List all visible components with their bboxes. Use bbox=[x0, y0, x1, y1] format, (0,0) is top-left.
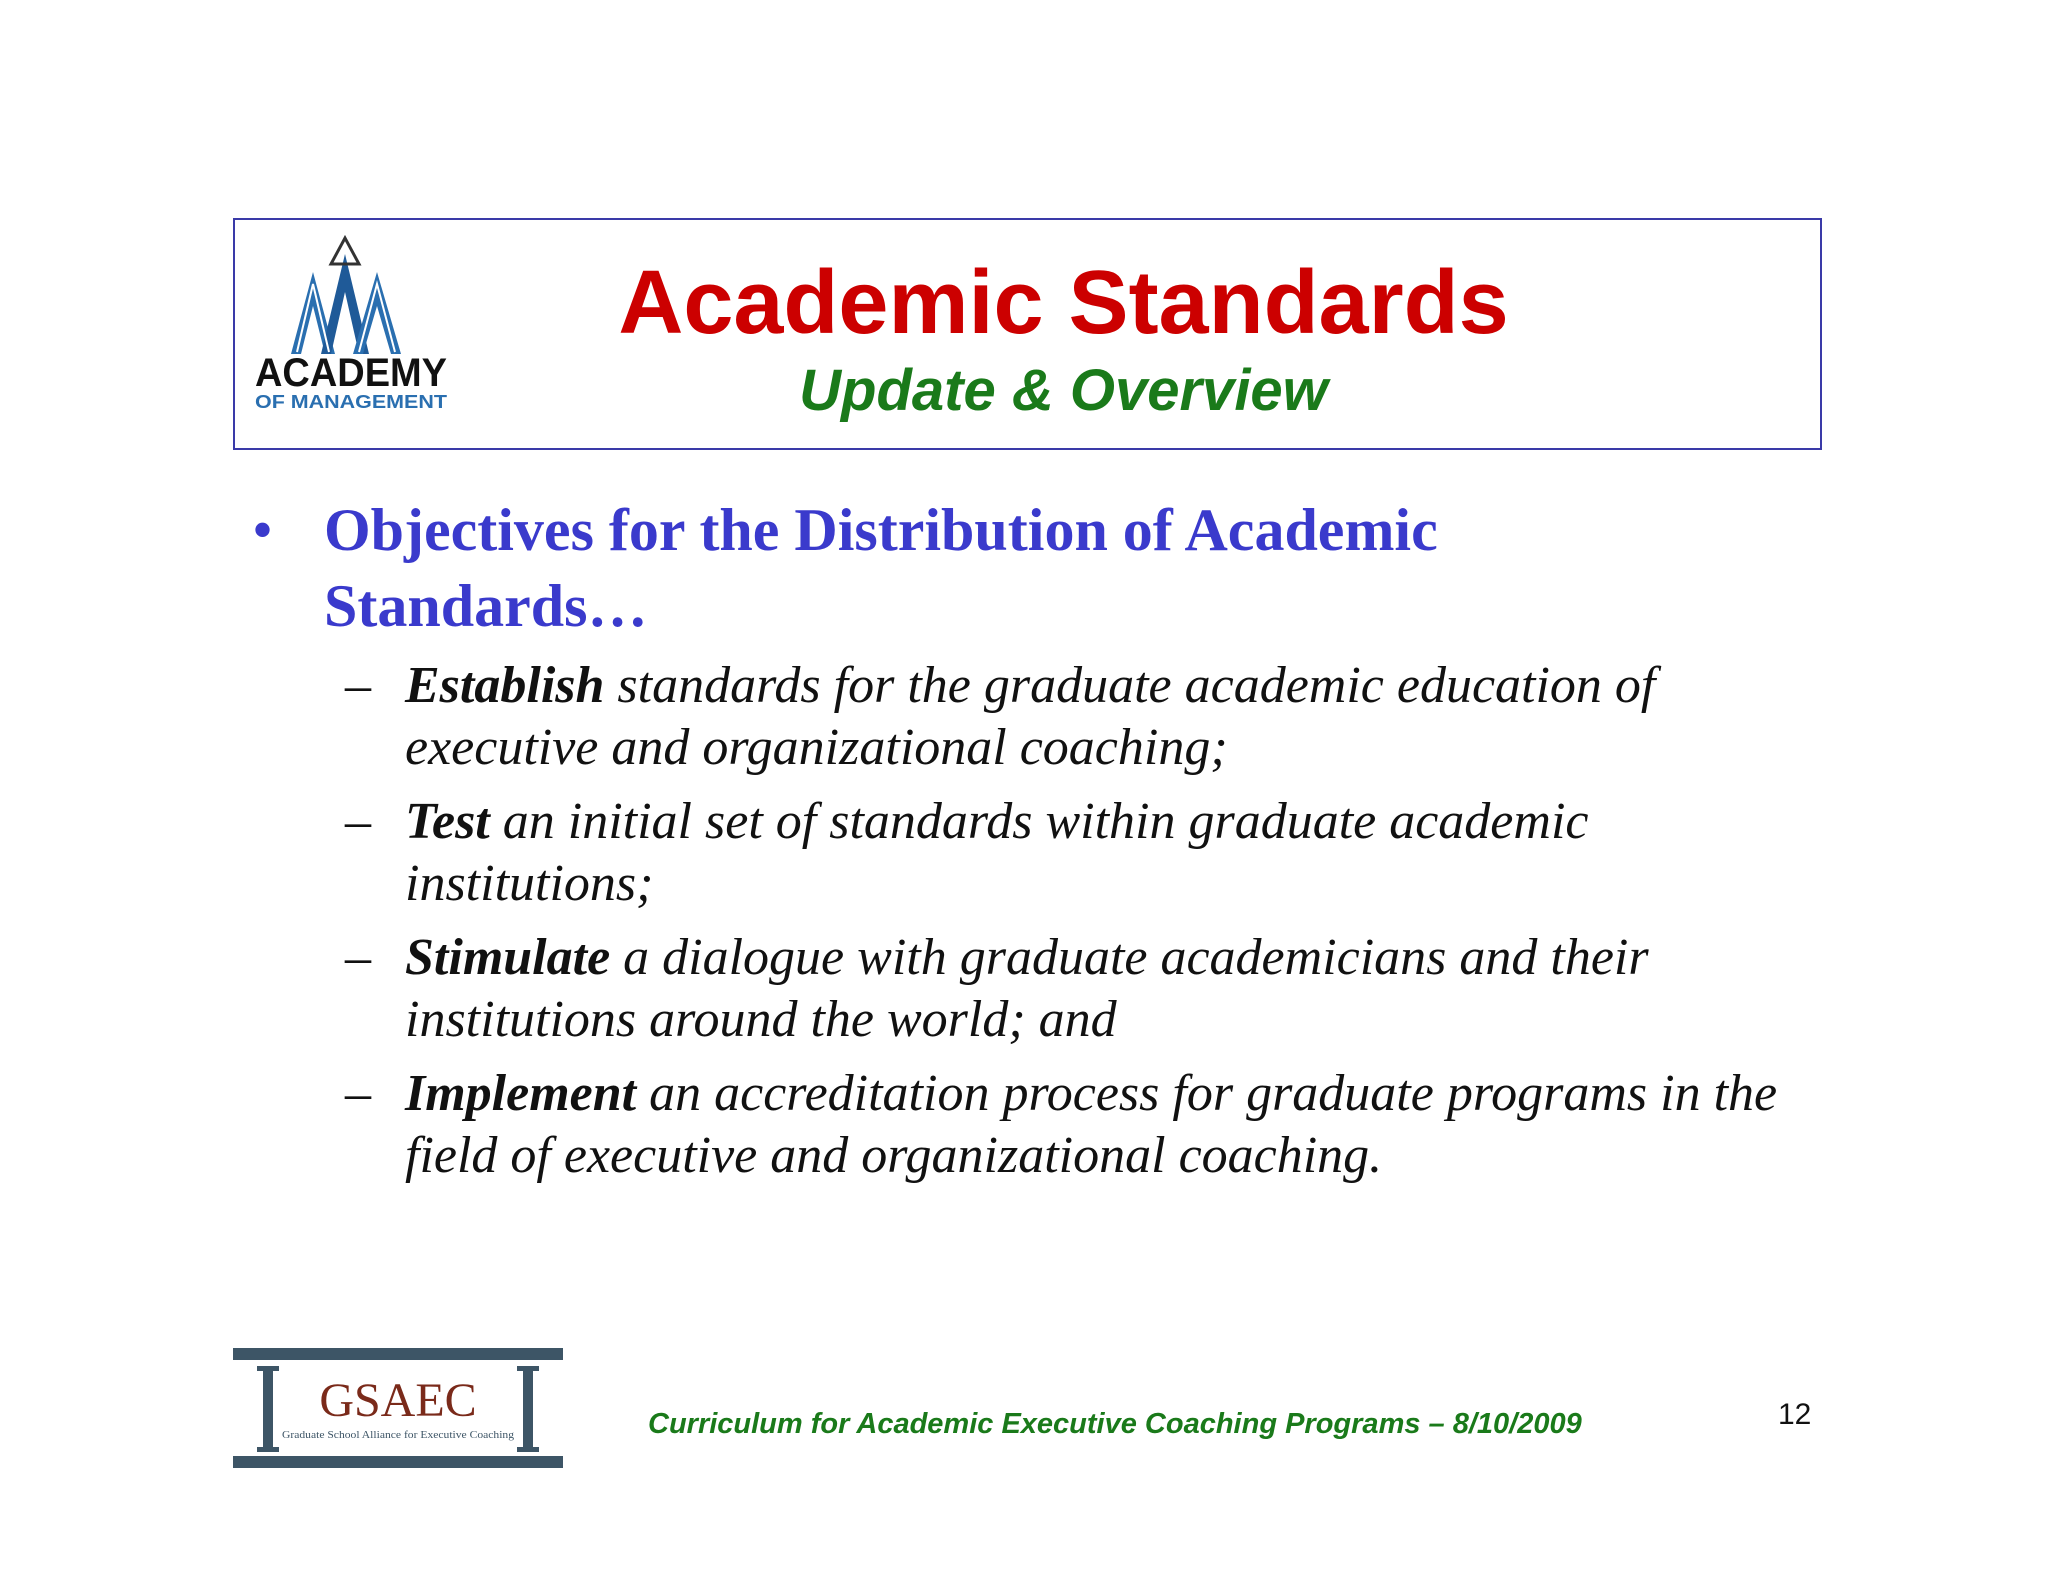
dash-marker: – bbox=[345, 657, 371, 714]
objectives-list bbox=[345, 655, 1845, 1199]
item-keyword: Stimulate bbox=[405, 929, 611, 986]
list-item bbox=[345, 791, 1845, 915]
footer-caption: Curriculum for Academic Executive Coaching Programs – 8/10/2009 bbox=[648, 1408, 1582, 1440]
item-text: standards for the graduate academic education of executive and organizational coaching; bbox=[405, 657, 1656, 776]
dash-marker: – bbox=[345, 793, 371, 850]
item-keyword: Establish bbox=[405, 657, 605, 714]
gsaec-subtitle: Graduate School Alliance for Executive Coaching bbox=[282, 1429, 515, 1441]
list-item bbox=[345, 927, 1845, 1051]
logo-text-academy: ACADEMY bbox=[255, 351, 448, 395]
list-item bbox=[345, 1063, 1845, 1187]
item-text: a dialogue with graduate academicians and their institutions around the world; and bbox=[405, 929, 1649, 1048]
page-subtitle: Update & Overview bbox=[799, 358, 1328, 423]
item-keyword: Test bbox=[405, 793, 490, 850]
gsaec-logo bbox=[233, 1348, 563, 1468]
logo-text-management: OF MANAGEMENT bbox=[255, 392, 447, 412]
bullet-text: Objectives for the Distribution of Academic Standards… bbox=[324, 497, 1438, 639]
item-keyword: Implement bbox=[405, 1065, 637, 1122]
dash-marker: – bbox=[345, 929, 371, 986]
dash-marker: – bbox=[345, 1065, 371, 1122]
gsaec-title: GSAEC bbox=[319, 1374, 477, 1427]
header-box bbox=[233, 218, 1822, 450]
main-bullet bbox=[252, 492, 1832, 644]
page-number: 12 bbox=[1778, 1398, 1812, 1431]
page-title: Academic Standards bbox=[618, 253, 1509, 353]
item-text: an initial set of standards within graduate academic institutions; bbox=[405, 793, 1589, 912]
list-item bbox=[345, 655, 1845, 779]
bullet-marker: • bbox=[252, 497, 274, 563]
item-text: an accreditation process for graduate programs in the field of executive and organizational coaching. bbox=[405, 1065, 1778, 1184]
